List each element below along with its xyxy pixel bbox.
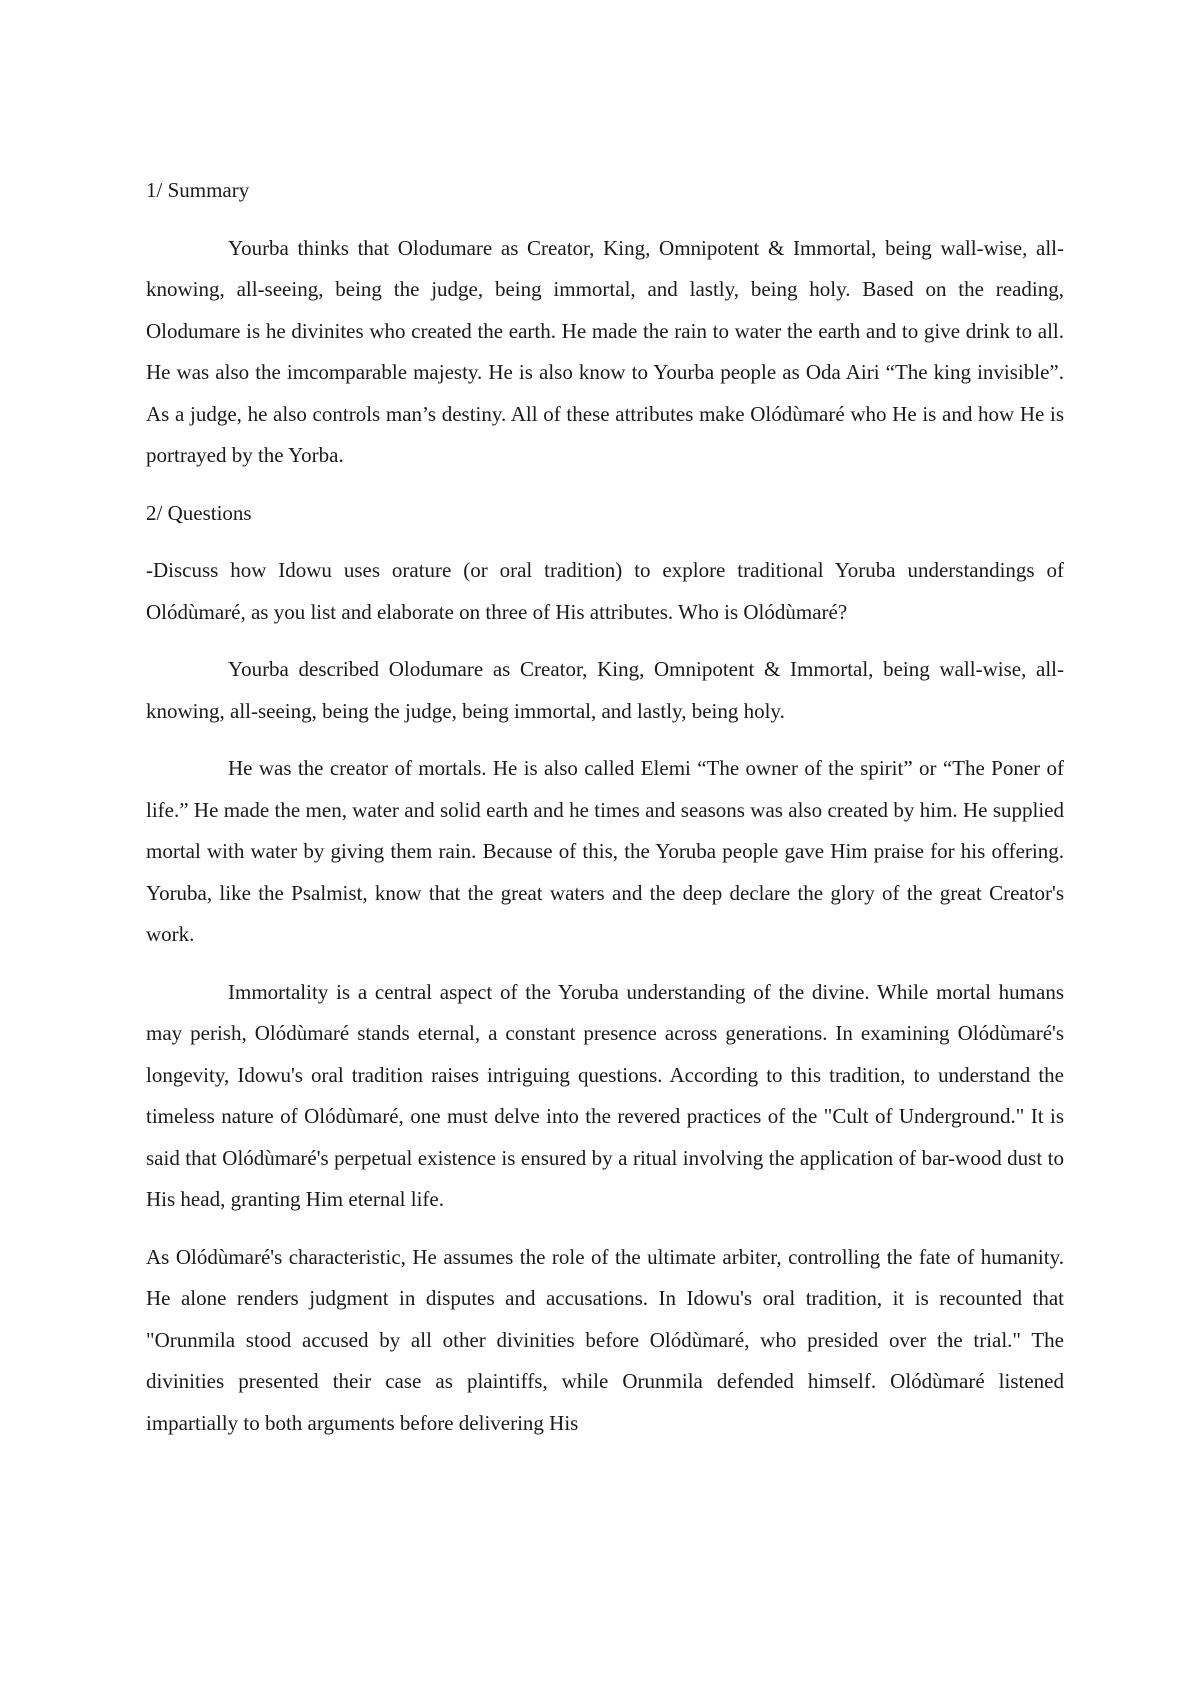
questions-heading: 2/ Questions (146, 500, 252, 525)
document-page (146, 170, 1064, 1460)
summary-heading: 1/ Summary (146, 178, 250, 202)
answer-paragraph-attributes: Yourba described Olodumare as Creator, King, Omnipotent & Immortal, being wall-wise, all-knowing, all-seeing, being the judge, being immortal, and lastly, being holy. (146, 657, 1064, 723)
answer-paragraph-judge: As Olódùmaré's characteristic, He assumes the role of the ultimate arbiter, controlling the fate of humanity. He alone renders judgment in disputes and accusations. In Idowu's oral tradition, it is recounted that "Orunmila stood accused by all other divinities before Olódùmaré, who presided over the trial." The divinities presented their case as plaintiffs, while Orunmila defended himself. Olódùmaré listened impartially to both arguments before delivering His (146, 1244, 1064, 1435)
answer-paragraph-immortality: Immortality is a central aspect of the Yoruba understanding of the divine. While mortal humans may perish, Olódùmaré stands eternal, a constant presence across generations. In examining Olódùmaré's longevity, Idowu's oral tradition raises intriguing questions. According to this tradition, to understand the timeless nature of Olódùmaré, one must delve into the revered practices of the "Cult of Underground." It is said that Olódùmaré's perpetual existence is ensured by a ritual involving the application of bar-wood dust to His head, granting Him eternal life. (146, 979, 1064, 1211)
question-paragraph: -Discuss how Idowu uses orature (or oral tradition) to explore traditional Yoruba understandings of Olódùmaré, as you list and elaborate on three of His attributes. Who is Olódùmaré? (146, 558, 1064, 624)
summary-paragraph: Yourba thinks that Olodumare as Creator, King, Omnipotent & Immortal, being wall-wise, all-knowing, all-seeing, being the judge, being immortal, and lastly, being holy. Based on the reading, Olodumare is he divinites who created the earth. He made the rain to water the earth and to give drink to all. He was also the imcomparable majesty. He is also know to Yourba people as Oda Airi “The king invisible”. As a judge, he also controls man’s destiny. All of these attributes make Olódùmaré who He is and how He is portrayed by the Yorba. (146, 235, 1064, 467)
answer-paragraph-creator: He was the creator of mortals. He is also called Elemi “The owner of the spirit” or “The Poner of life.” He made the men, water and solid earth and he times and seasons was also created by him. He supplied mortal with water by giving them rain. Because of this, the Yoruba people gave Him praise for his offering. Yoruba, like the Psalmist, know that the great waters and the deep declare the glory of the great Creator's work. (146, 756, 1064, 946)
